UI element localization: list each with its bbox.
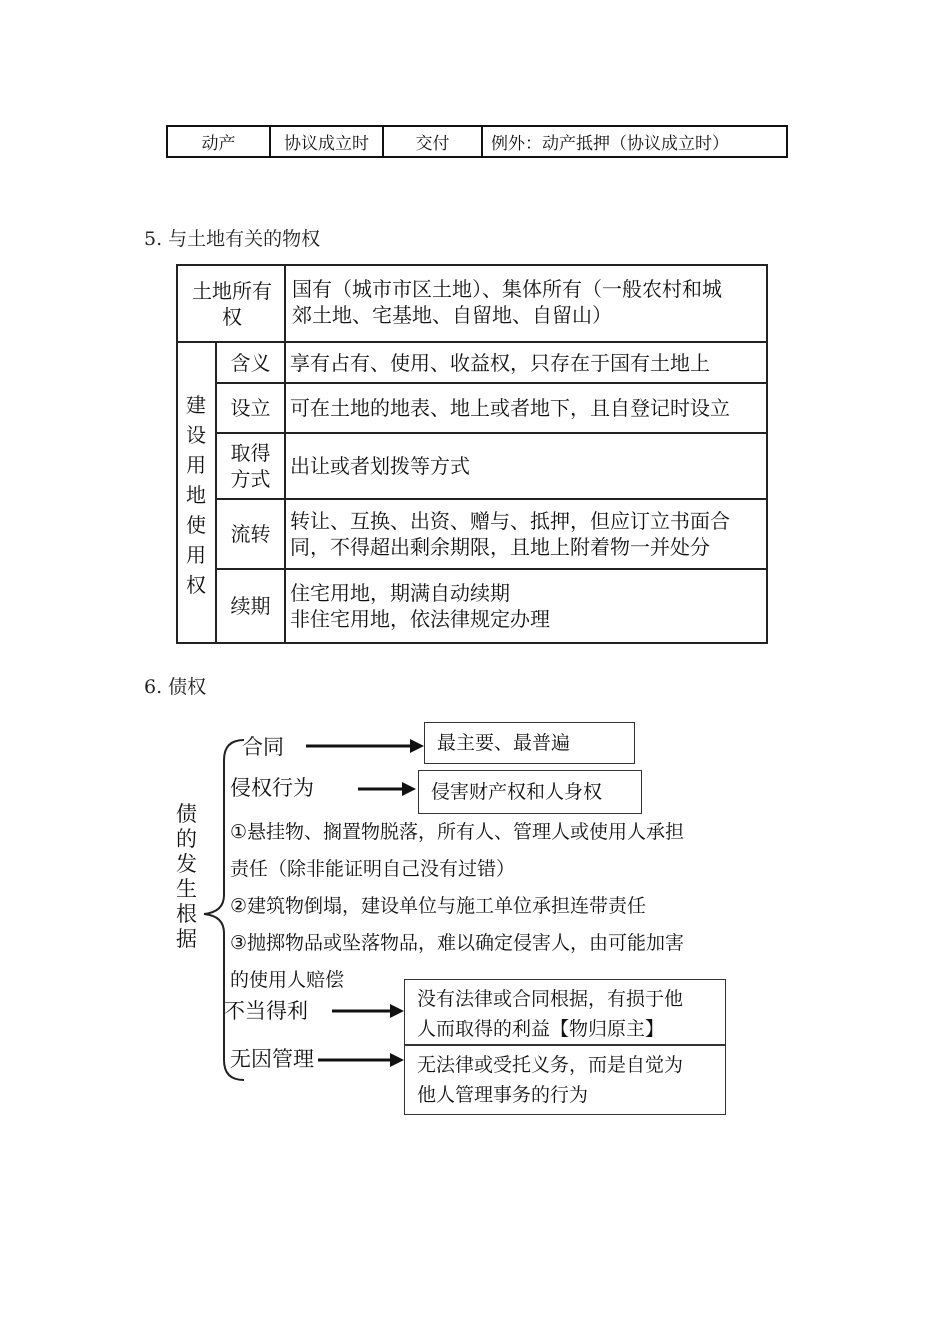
section-5-heading: 5. 与土地有关的物权 <box>144 228 321 250</box>
list-item: 的使用人赔偿 <box>230 969 345 991</box>
arrow-head-icon <box>390 1004 404 1018</box>
table-cell-exception: 例外：动产抵押（协议成立时） <box>491 134 729 154</box>
debt-origin-label: 债 的 发 生 根 据 <box>176 802 197 951</box>
tort-box: 侵害财产权和人身权 <box>418 770 642 814</box>
row-label-transfer: 流转 <box>230 522 271 546</box>
list-item: ①悬挂物、搁置物脱落，所有人、管理人或使用人承担 <box>230 821 685 843</box>
tort-label: 侵权行为 <box>230 776 314 800</box>
ownership-label: 土地所有权 <box>192 279 272 329</box>
section-6-heading: 6. 债权 <box>144 676 207 698</box>
row-content-renewal: 住宅用地，期满自动续期 非住宅用地，依法律规定办理 <box>290 581 550 631</box>
row-label-establish: 设立 <box>230 396 271 420</box>
row-label-acquisition: 取得 方式 <box>230 441 271 491</box>
ownership-line-1: 国有（城市市区土地）、集体所有（一般农村和城 <box>292 277 722 301</box>
row-content-transfer: 转让、互换、出资、赠与、抵押，但应订立书面合 同，不得超出剩余期限，且地上附着物一并处分 <box>290 509 730 559</box>
negotiorum-gestio-box: 无法律或受托义务，而是自觉为 他人管理事务的行为 <box>404 1045 726 1115</box>
table-cell-transfer: 交付 <box>384 127 483 156</box>
ownership-line-2: 郊土地、宅基地、自留地、自留山） <box>292 303 612 327</box>
list-item: 责任（除非能证明自己没有过错） <box>230 858 516 880</box>
arrow-head-icon <box>410 739 424 753</box>
row-label-renewal: 续期 <box>230 594 271 618</box>
arrow-head-icon <box>390 1053 404 1067</box>
list-item: ②建筑物倒塌，建设单位与施工单位承担连带责任 <box>230 895 647 917</box>
contract-box: 最主要、最普遍 <box>424 722 635 764</box>
table-cell-type: 动产 <box>168 127 271 156</box>
list-item: ③抛掷物品或坠落物品，难以确定侵害人，由可能加害 <box>230 932 685 954</box>
unjust-enrichment-label: 不当得利 <box>224 999 308 1023</box>
row-label-meaning: 含义 <box>230 351 271 375</box>
row-content-acquisition: 出让或者划拨等方式 <box>290 454 470 478</box>
unjust-enrichment-box: 没有法律或合同根据，有损于他 人而取得的利益【物归原主】 <box>404 979 726 1045</box>
construction-land-use-right-label: 建 设 用 地 使 用 权 <box>186 393 206 597</box>
tort-items <box>230 814 684 999</box>
table-cell-effect-time: 协议成立时 <box>271 127 384 156</box>
arrow-head-icon <box>402 782 416 796</box>
negotiorum-gestio-label: 无因管理 <box>230 1047 314 1071</box>
contract-label: 合同 <box>242 735 284 759</box>
row-content-establish: 可在土地的地表、地上或者地下，且自登记时设立 <box>290 396 730 420</box>
row-content-meaning: 享有占有、使用、收益权，只存在于国有土地上 <box>290 351 710 375</box>
